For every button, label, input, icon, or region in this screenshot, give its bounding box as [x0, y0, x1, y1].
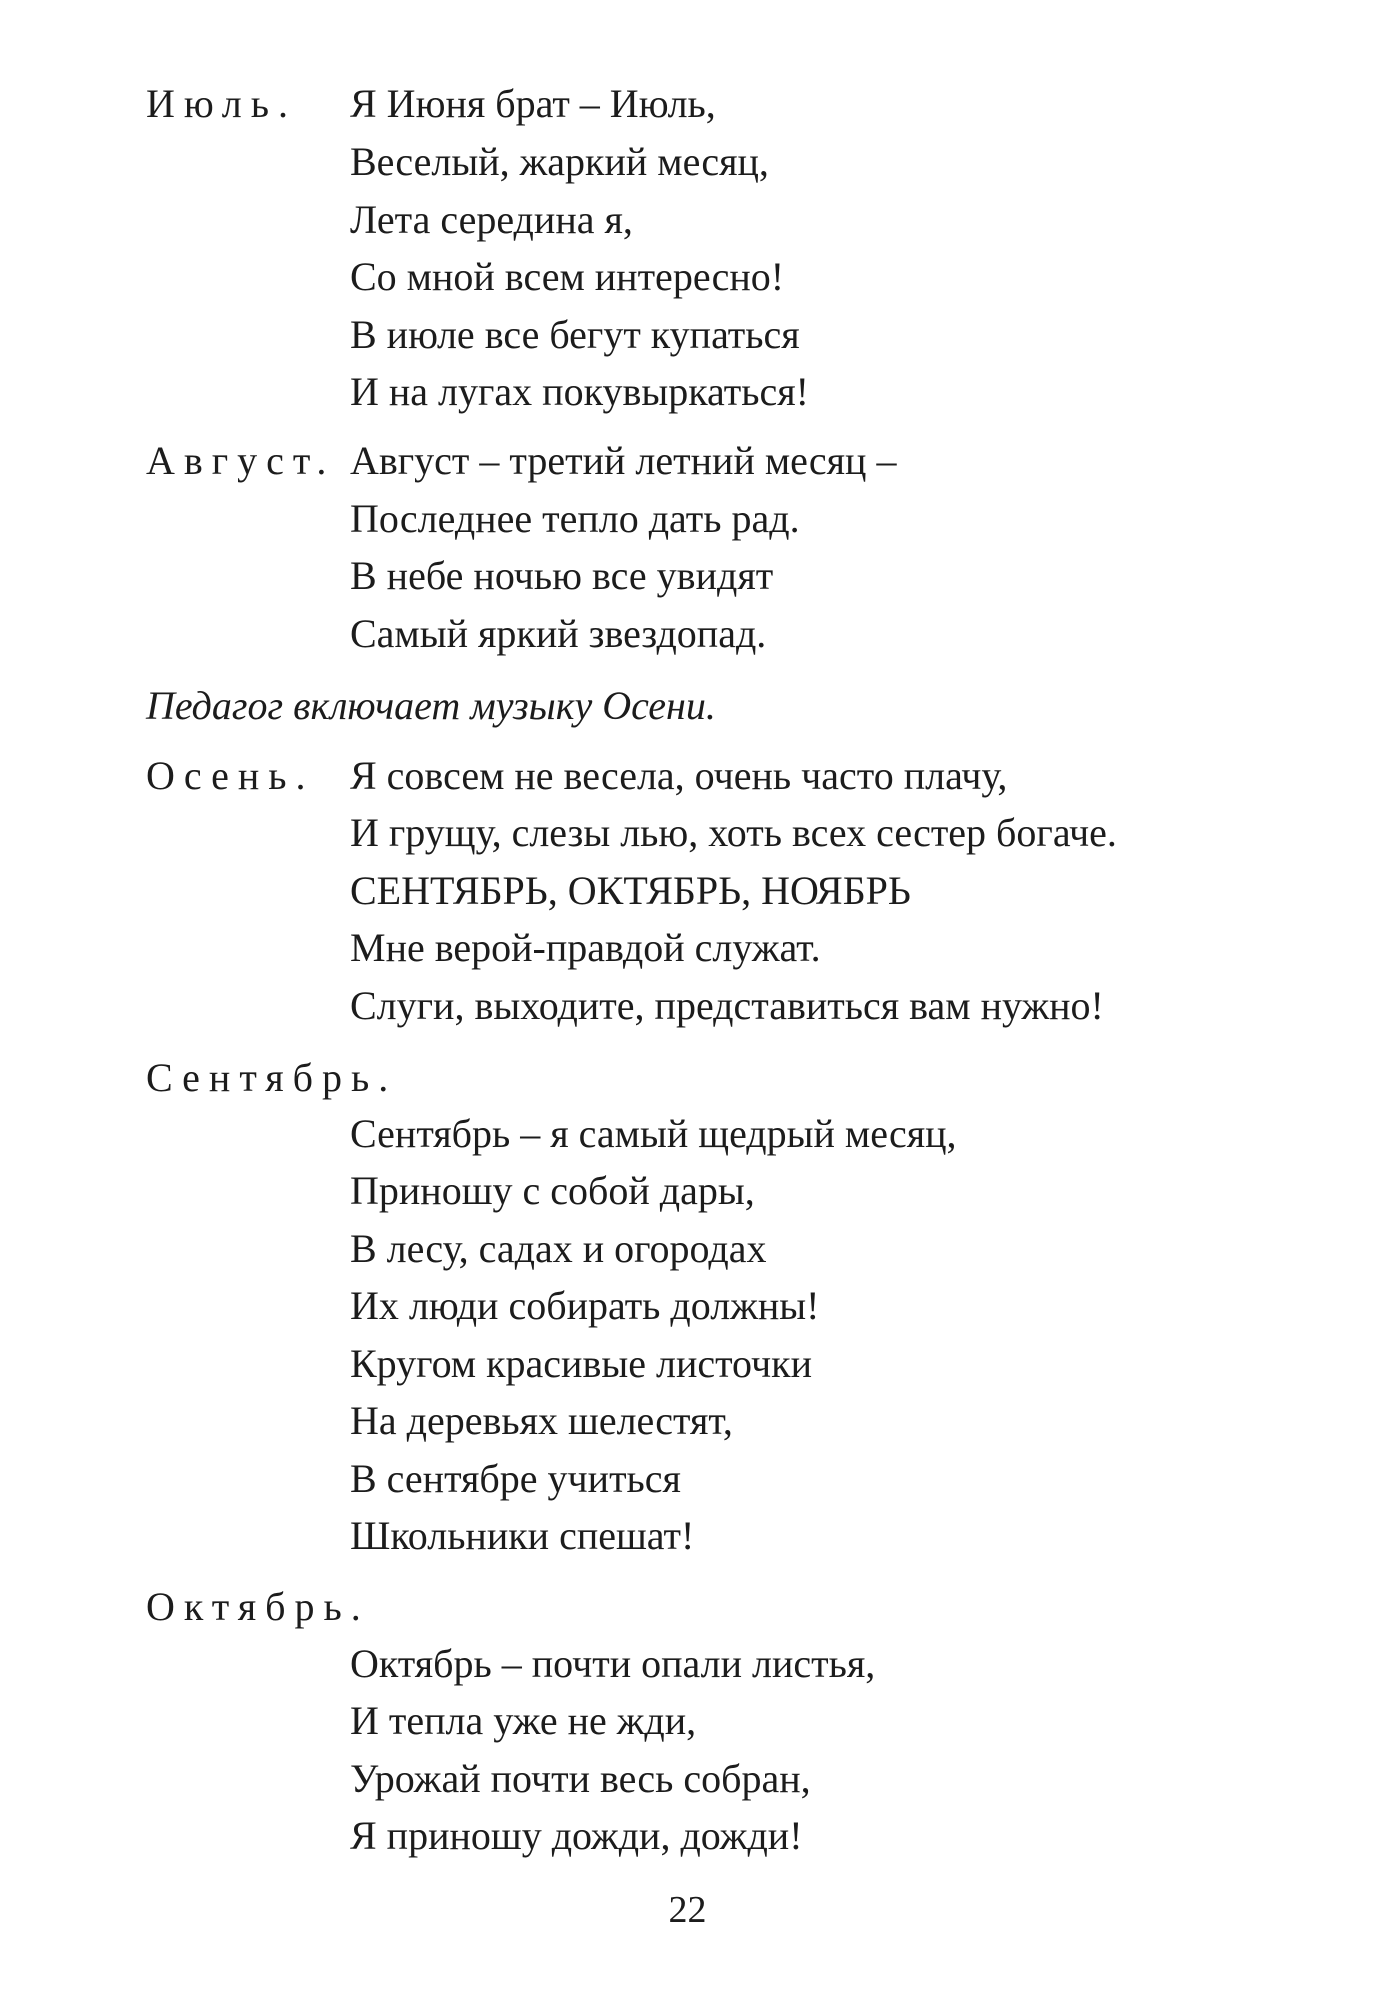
- verse-line: Я Июня брат – Июль,: [350, 81, 716, 126]
- verse-line: Я приношу дожди, дожди!: [350, 1813, 803, 1858]
- stage-direction: Педагог включает музыку Осени.: [146, 683, 716, 728]
- verse-line: Мне верой-правдой служат.: [350, 925, 821, 970]
- verse-line: В лесу, садах и огородах: [350, 1226, 767, 1271]
- verse-line: Последнее тепло дать рад.: [350, 496, 800, 541]
- verse-line: Школьники спешат!: [350, 1513, 695, 1558]
- verse-line: Приношу с собой дары,: [350, 1168, 755, 1213]
- verse-line: И грущу, слезы лью, хоть всех сестер богаче.: [350, 810, 1117, 855]
- speaker-september: Сентябрь.: [146, 1055, 398, 1100]
- page-number: 22: [668, 1889, 707, 1931]
- verse-line: Самый яркий звездопад.: [350, 611, 767, 656]
- verse-line: СЕНТЯБРЬ, ОКТЯБРЬ, НОЯБРЬ: [350, 868, 911, 913]
- verse-line: Урожай почти весь собран,: [350, 1756, 811, 1801]
- verse-line: В сентябре учиться: [350, 1456, 681, 1501]
- verse-line: Август – третий летний месяц –: [350, 438, 897, 483]
- verse-line: Со мной всем интересно!: [350, 254, 785, 299]
- verse-line: И на лугах покувыркаться!: [350, 369, 809, 414]
- verse-line: Сентябрь – я самый щедрый месяц,: [350, 1111, 957, 1156]
- verse-line: Их люди собирать должны!: [350, 1283, 820, 1328]
- speaker-july: Июль.: [146, 81, 297, 126]
- verse-line: Веселый, жаркий месяц,: [350, 139, 769, 184]
- verse-line: Я совсем не весела, очень часто плачу,: [350, 753, 1008, 798]
- speaker-october: Октябрь.: [146, 1584, 370, 1629]
- verse-line: Октябрь – почти опали листья,: [350, 1641, 876, 1686]
- speaker-august: Август.: [146, 438, 336, 483]
- verse-line: Кругом красивые листочки: [350, 1341, 812, 1386]
- speaker-autumn: Осень.: [146, 753, 315, 798]
- verse-line: Слуги, выходите, представиться вам нужно!: [350, 983, 1104, 1028]
- verse-line: Лета середина я,: [350, 197, 633, 242]
- verse-line: И тепла уже не жди,: [350, 1698, 697, 1743]
- verse-line: В небе ночью все увидят: [350, 553, 774, 598]
- verse-line: На деревьях шелестят,: [350, 1398, 733, 1443]
- verse-line: В июле все бегут купаться: [350, 312, 800, 357]
